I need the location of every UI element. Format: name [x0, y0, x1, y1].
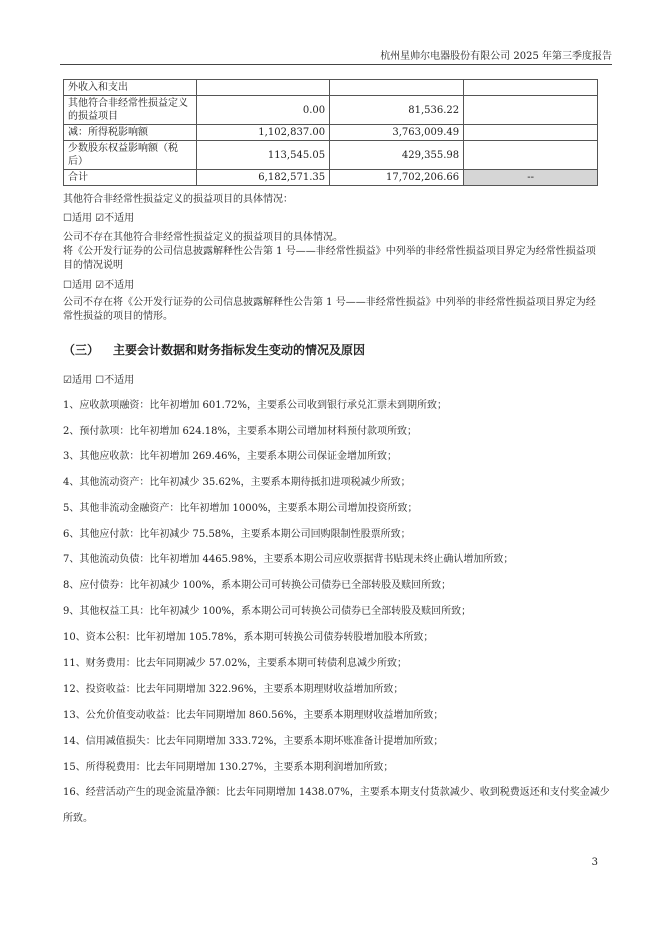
note-question-1: 其他符合非经常性损益定义的损益项目的具体情况：: [63, 194, 293, 205]
note-paragraph-2: 公司不存在将《公开发行证券的公司信息披露解释性公告第 1 号——非经常性损益》中列举的非经常性损益项目界定为经常性损益的项目的情形。: [63, 297, 596, 322]
non-recurring-items-table: [63, 79, 598, 186]
section-title: 主要会计数据和财务指标发生变动的情况及原因: [113, 343, 366, 357]
cell-note: --: [464, 170, 598, 186]
row-label: 外收入和支出: [64, 80, 197, 96]
page-number: 3: [591, 857, 598, 868]
cell-note: [464, 125, 598, 141]
cell-current-period: 0.00: [197, 96, 330, 125]
list-item: 1、应收款项融资：比年初增加 601.72%，主要系公司收到银行承兑汇票未到期所致；: [63, 400, 448, 411]
applicability-option-3: ☑适用 ☐不适用: [63, 375, 135, 386]
list-item: 11、财务费用：比去年同期减少 57.02%，主要系本期可转债利息减少所致；: [63, 658, 408, 669]
list-item: 6、其他应付款：比年初减少 75.58%，主要系本期公司回购限制性股票所致；: [63, 529, 411, 540]
cell-current-period: 113,545.05: [197, 141, 330, 170]
table-row-total: [64, 170, 598, 186]
cell-year-to-date: 429,355.98: [330, 141, 464, 170]
cell-year-to-date: 3,763,009.49: [330, 125, 464, 141]
list-item: 15、所得税费用：比去年同期增加 130.27%，主要系本期利润增加所致；: [63, 762, 394, 773]
cell-note: [464, 80, 598, 96]
cell-note: [464, 141, 598, 170]
applicability-option-1: ☐适用 ☑不适用: [63, 213, 135, 224]
list-item: 12、投资收益：比去年同期增加 322.96%，主要系本期理财收益增加所致；: [63, 684, 404, 695]
table-row: [64, 96, 598, 125]
note-paragraph-1: 公司不存在其他符合非经常性损益定义的损益项目的具体情况。: [63, 232, 343, 243]
row-label: 减：所得税影响额: [64, 125, 197, 141]
list-item: 16、经营活动产生的现金流量净额：比去年同期增加 1438.07%，主要系本期支付货款减少、收到税费返还和支付奖金减少所致。: [63, 787, 610, 824]
list-item: 9、其他权益工具：比年初减少 100%，系本期公司可转换公司债券已全部转股及赎回所致；: [63, 606, 472, 617]
cell-year-to-date: 17,702,206.66: [330, 170, 464, 186]
cell-current-period: [197, 80, 330, 96]
list-item: 3、其他应收款：比年初增加 269.46%，主要系本期公司保证金增加所致；: [63, 451, 398, 462]
page-header-title: 杭州星帅尔电器股份有限公司 2025 年第三季度报告: [380, 51, 612, 62]
table-row: [64, 141, 598, 170]
list-item: 7、其他流动负债：比年初增加 4465.98%，主要系本期公司应收票据背书贴现未终止确认增加所致；: [63, 554, 514, 565]
cell-current-period: 6,182,571.35: [197, 170, 330, 186]
table-row: [64, 125, 598, 141]
note-question-2: 将《公开发行证券的公司信息披露解释性公告第 1 号——非经常性损益》中列举的非经常性损益项目界定为经常性损益项目的情况说明: [63, 246, 596, 271]
list-item: 8、应付债券：比年初减少 100%，系本期公司可转换公司债券已全部转股及赎回所致；: [63, 580, 452, 591]
list-item: 14、信用减值损失：比去年同期增加 333.72%，主要系本期坏账准备计提增加所致；: [63, 736, 444, 747]
applicability-option-2: ☐适用 ☑不适用: [63, 280, 135, 291]
cell-year-to-date: [330, 80, 464, 96]
row-label: 合计: [64, 170, 197, 186]
header-divider: [60, 64, 612, 65]
cell-year-to-date: 81,536.22: [330, 96, 464, 125]
row-label: 少数股东权益影响额（税后）: [64, 141, 197, 170]
list-item: 5、其他非流动金融资产：比年初增加 1000%，主要系本期公司增加投资所致；: [63, 503, 418, 514]
list-item: 13、公允价值变动收益：比去年同期增加 860.56%，主要系本期理财收益增加所致；: [63, 710, 444, 721]
section-heading: [63, 341, 365, 358]
cell-current-period: 1,102,837.00: [197, 125, 330, 141]
table-row: [64, 80, 598, 96]
list-item: 10、资本公积：比年初增加 105.78%，系本期可转换公司债券转股增加股本所致；: [63, 632, 434, 643]
cell-note: [464, 96, 598, 125]
list-item: 4、其他流动资产：比年初减少 35.62%，主要系本期待抵扣进项税减少所致；: [63, 477, 411, 488]
list-item: 2、预付款项：比年初增加 624.18%，主要系本期公司增加材料预付款项所致；: [63, 426, 418, 437]
section-number: （三）: [63, 343, 100, 357]
row-label: 其他符合非经常性损益定义的损益项目: [64, 96, 197, 125]
